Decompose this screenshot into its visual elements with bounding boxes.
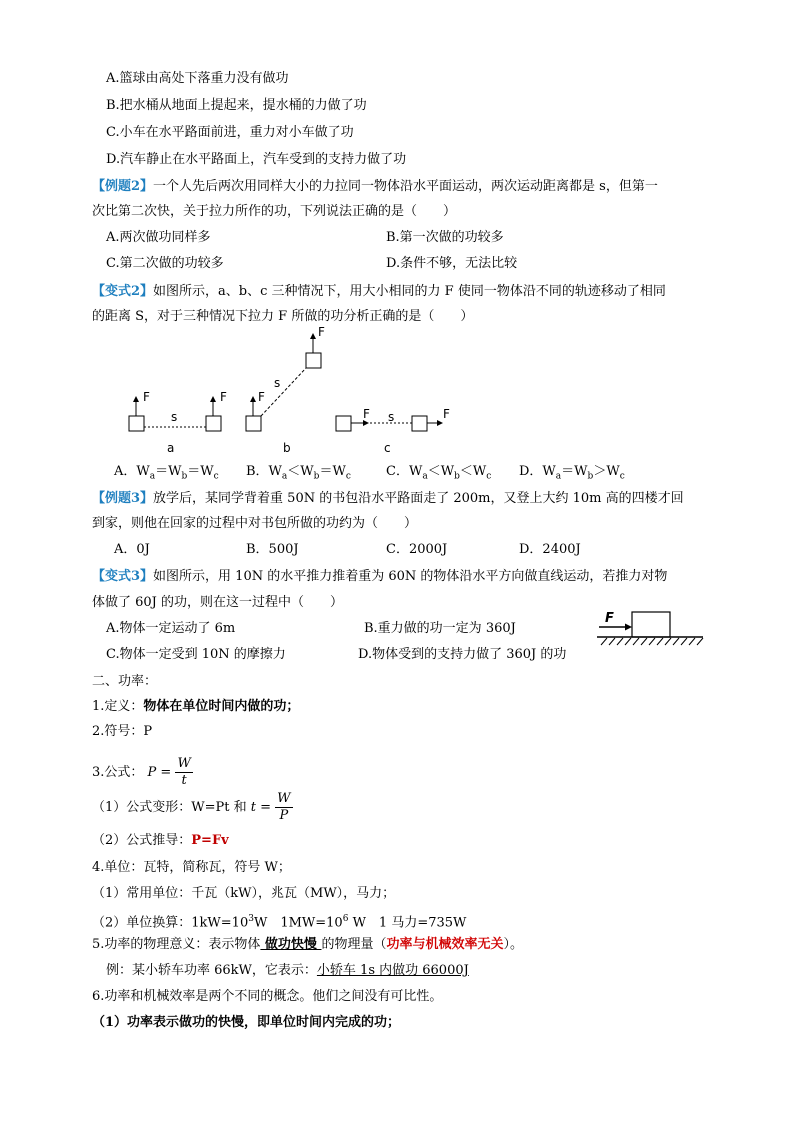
example3-option-c: C．2000J bbox=[386, 542, 448, 557]
example3-option-a: A．0J bbox=[114, 542, 150, 557]
variant2-option-d: D．$W_a=W_b>W_c$ bbox=[519, 464, 625, 482]
block-c-end bbox=[412, 416, 427, 431]
example2-option-d: D.条件不够，无法比较 bbox=[386, 256, 518, 271]
example3-line1: 【例题3】放学后，某同学背着重 50N 的书包沿水平路面走了 200m，又登上大约 10m 高的四楼才回 bbox=[92, 491, 684, 506]
item6: 6.功率和机械效率是两个不同的概念。他们之间没有可比性。 bbox=[92, 989, 443, 1004]
option-d: D.汽车静止在水平路面上，汽车受到的支持力做了功 bbox=[106, 152, 407, 167]
definition: 1.定义：物体在单位时间内做的功； bbox=[92, 699, 300, 714]
example2-option-a: A.两次做功同样多 bbox=[106, 230, 211, 245]
fraction-w-over-t: $\frac{W}{t}$ bbox=[177, 756, 191, 788]
formula: 3.公式： P = $\frac{W}{t}$ bbox=[92, 756, 191, 788]
variant3-line1: 【变式3】如图所示，用 10N 的水平推力推着重为 60N 的物体沿水平方向做直线运动，若推力对物 bbox=[92, 569, 668, 584]
formula-variant: （1）公式变形：W=Pt 和 t = $\frac{W}{P}$ bbox=[92, 791, 291, 823]
label-F: F bbox=[363, 407, 370, 421]
fraction-w-over-p: $\frac{W}{P}$ bbox=[277, 791, 291, 823]
option-a: A.篮球由高处下落重力没有做功 bbox=[106, 71, 289, 86]
section-title: 二、功率： bbox=[92, 674, 158, 689]
example2-option-b: B.第一次做的功较多 bbox=[386, 230, 504, 245]
unit-conversion: （2）单位换算：$1kW=10^3W$ $1MW=10^6$ W 1 马力=735W bbox=[92, 914, 467, 931]
example-car: 例：某小轿车功率 66kW，它表示：小轿车 1s 内做功 66000J bbox=[106, 963, 469, 978]
label-s: s bbox=[274, 376, 281, 390]
block-a-end bbox=[206, 416, 221, 431]
variant3-figure bbox=[595, 605, 705, 647]
variant2-option-c: C．$W_a<W_b<W_c$ bbox=[386, 464, 492, 482]
example3-option-b: B．500J bbox=[246, 542, 299, 557]
example2-tag: 【例题2】 bbox=[92, 179, 154, 194]
option-c: C.小车在水平路面前进，重力对小车做了功 bbox=[106, 125, 354, 140]
variant3-tag: 【变式3】 bbox=[92, 569, 154, 584]
variant3-option-b: B.重力做的功一定为 360J bbox=[364, 621, 516, 636]
variant2-line1: 【变式2】如图所示，a、b、c 三种情况下，用大小相同的力 F 使同一物体沿不同的轨迹移动了相同 bbox=[92, 284, 666, 299]
example3-tag: 【例题3】 bbox=[92, 491, 154, 506]
block-c-start bbox=[336, 416, 351, 431]
label-F: F bbox=[143, 390, 150, 404]
label-a: a bbox=[167, 441, 175, 455]
label-s: s bbox=[171, 410, 178, 424]
symbol: 2.符号：P bbox=[92, 724, 153, 739]
variant2-figure bbox=[0, 0, 793, 470]
label-F: F bbox=[220, 390, 227, 404]
example2-line1: 【例题2】一个人先后两次用同样大小的力拉同一物体沿水平面运动，两次运动距离都是 s，但第一 bbox=[92, 179, 658, 194]
variant3-option-c: C.物体一定受到 10N 的摩擦力 bbox=[106, 647, 286, 662]
label-F: F bbox=[443, 407, 450, 421]
item6-1: （1）功率表示做功的快慢，即单位时间内完成的功； bbox=[92, 1015, 401, 1030]
label-F: F bbox=[605, 611, 614, 626]
example2-line2: 次比第二次快，关于拉力所作的功，下列说法正确的是（ ） bbox=[92, 204, 457, 219]
variant2-tag: 【变式2】 bbox=[92, 284, 154, 299]
unit: 4.单位：瓦特，简称瓦，符号 W； bbox=[92, 860, 291, 875]
block-b-end bbox=[306, 353, 321, 368]
label-b: b bbox=[283, 441, 291, 455]
label-s: s bbox=[388, 410, 395, 424]
block bbox=[632, 612, 670, 637]
block-a-start bbox=[129, 416, 144, 431]
variant2-option-a: A．$W_a=W_b=W_c$ bbox=[114, 464, 219, 482]
variant3-option-a: A.物体一定运动了 6m bbox=[106, 621, 236, 636]
variant2-line2: 的距离 S，对于三种情况下拉力 F 所做的功分析正确的是（ ） bbox=[92, 309, 474, 324]
common-units: （1）常用单位：千瓦（kW），兆瓦（MW），马力； bbox=[92, 886, 396, 901]
variant3-line2: 体做了 60J 的功，则在这一过程中（ ） bbox=[92, 595, 344, 610]
example3-line2: 到家，则他在回家的过程中对书包所做的功约为（ ） bbox=[92, 516, 418, 531]
physical-meaning: 5.功率的物理意义：表示物体 做功快慢 的物理量（功率与机械效率无关）。 bbox=[92, 937, 524, 952]
example2-option-c: C.第二次做的功较多 bbox=[106, 256, 224, 271]
variant2-option-b: B．$W_a<W_b=W_c$ bbox=[246, 464, 351, 482]
block-b-start bbox=[246, 416, 261, 431]
label-c: c bbox=[384, 441, 391, 455]
label-F: F bbox=[258, 390, 265, 404]
option-b: B.把水桶从地面上提起来，提水桶的力做了功 bbox=[106, 98, 367, 113]
variant3-option-d: D.物体受到的支持力做了 360J 的功 bbox=[358, 647, 567, 662]
label-F: F bbox=[318, 325, 325, 339]
formula-derivation: （2）公式推导：P=Fv bbox=[92, 833, 229, 848]
example3-option-d: D．2400J bbox=[519, 542, 581, 557]
